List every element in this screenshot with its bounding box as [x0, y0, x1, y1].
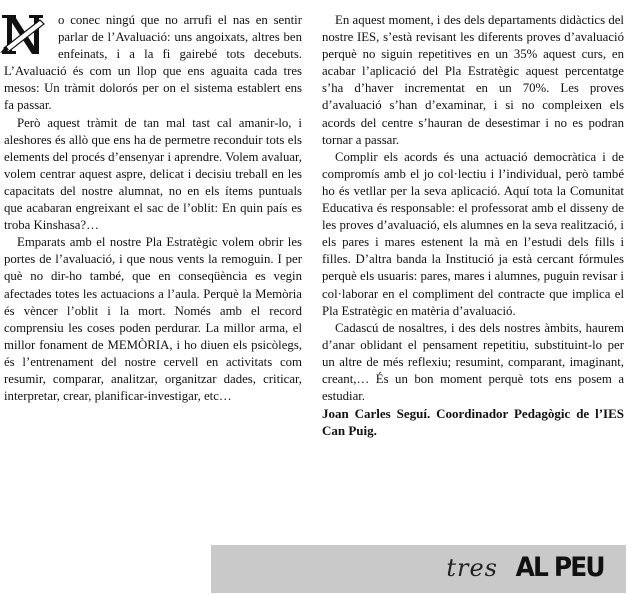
article-paragraph: Però aquest tràmit de tan mal tast cal amanir-lo, i aleshores és allò que ens ha de permetre reconduir tots els elements del procés d’ensenyar i aprendre. Volem avaluar, volem centrar aquest aspre, delicat i decisiu treball en les capacitats del nostre alumnat, no en els ítems puntuals que acabaran engreixant el sac de l’oblit: En quin país es troba Kinshasa?…: [4, 115, 302, 233]
article-column-left: [4, 12, 302, 405]
dropcap-n-icon: [0, 12, 52, 56]
article-paragraph: [4, 12, 302, 115]
footer-page-number: tres: [446, 554, 498, 582]
article-paragraph: En aquest moment, i des dels departaments didàctics del nostre IES, s’està revisant les diferents proves d’avaluació perquè no siguin repetitives en un 35% aquest curs, en acabar l’aplicació del Pla Estratègic aquest percentatge s’ha d’haver incrementat en un 70%. Les proves d’avaluació s’han d’examinar, i si no compleixen els acords del centre s’hauran de desestimar i no es podran tornar a passar.: [322, 13, 624, 147]
article-paragraph: Complir els acords és una actuació democràtica i de compromís amb el jo col·lectiu i l’individual, però també ho és vetllar per la seva aplicació. Aquí tota la Comunitat Educativa és responsable: el professorat amb el disseny de les proves d’avaluació, els alumnes en la seva realització, i els pares i mares estenent la mà en l’estudi dels fills i filles. D’altra banda la Institució ja està cercant fórmules perquè els usuaris: pares, mares i alumnes, puguin revisar i col·laborar en el compliment del contracte que implica el Pla Estratègic en matèria d’avaluació.: [322, 149, 624, 318]
footer-section-band: [211, 545, 626, 593]
footer-section-title: AL PEU: [515, 552, 604, 583]
dropcap-n: [0, 12, 52, 56]
article-paragraph-text: o conec ningú que no arrufi el nas en sentir parlar de l’Avaluació: uns angoixats, altres ben enfeinats, i a la fi gairebé tots decebuts. L’Avaluació és com un llop que ens aguaita cada tres mesos: Un tràmit dolorós per on el sistema establert ens fa passar.: [4, 13, 302, 113]
article-paragraph: Cadascú de nosaltres, i des dels nostres àmbits, haurem d’anar oblidant el pensament repetitiu, substituint-lo per un altre de més reflexiu; resumint, comparant, imaginant, creant,… És un bon moment perquè tots ens posem a estudiar.: [322, 320, 624, 404]
author-signature: Joan Carles Seguí. Coordinador Pedagògic de l’IES Can Puig.: [322, 406, 624, 439]
article-column-right: [322, 12, 624, 439]
article-paragraph: Emparats amb el nostre Pla Estratègic volem obrir les portes de l’avaluació, i que nous vents la remoguin. I per què no dir-ho també, que en conseqüència es vegin afectades totes les actuacions a l’aula. Perquè la Memòria és vèncer l’oblit i la mort. Només amb el record comprensiu les coses poden perdurar. La millor arma, el millor fonament de MEMÒRIA, i ho diuen els psicòlegs, és l’entrenament del nostre cervell en activitats com resumir, comparar, analitzar, organitzar dades, criticar, interpretar, crear, planificar-investigar, etc…: [4, 235, 302, 404]
